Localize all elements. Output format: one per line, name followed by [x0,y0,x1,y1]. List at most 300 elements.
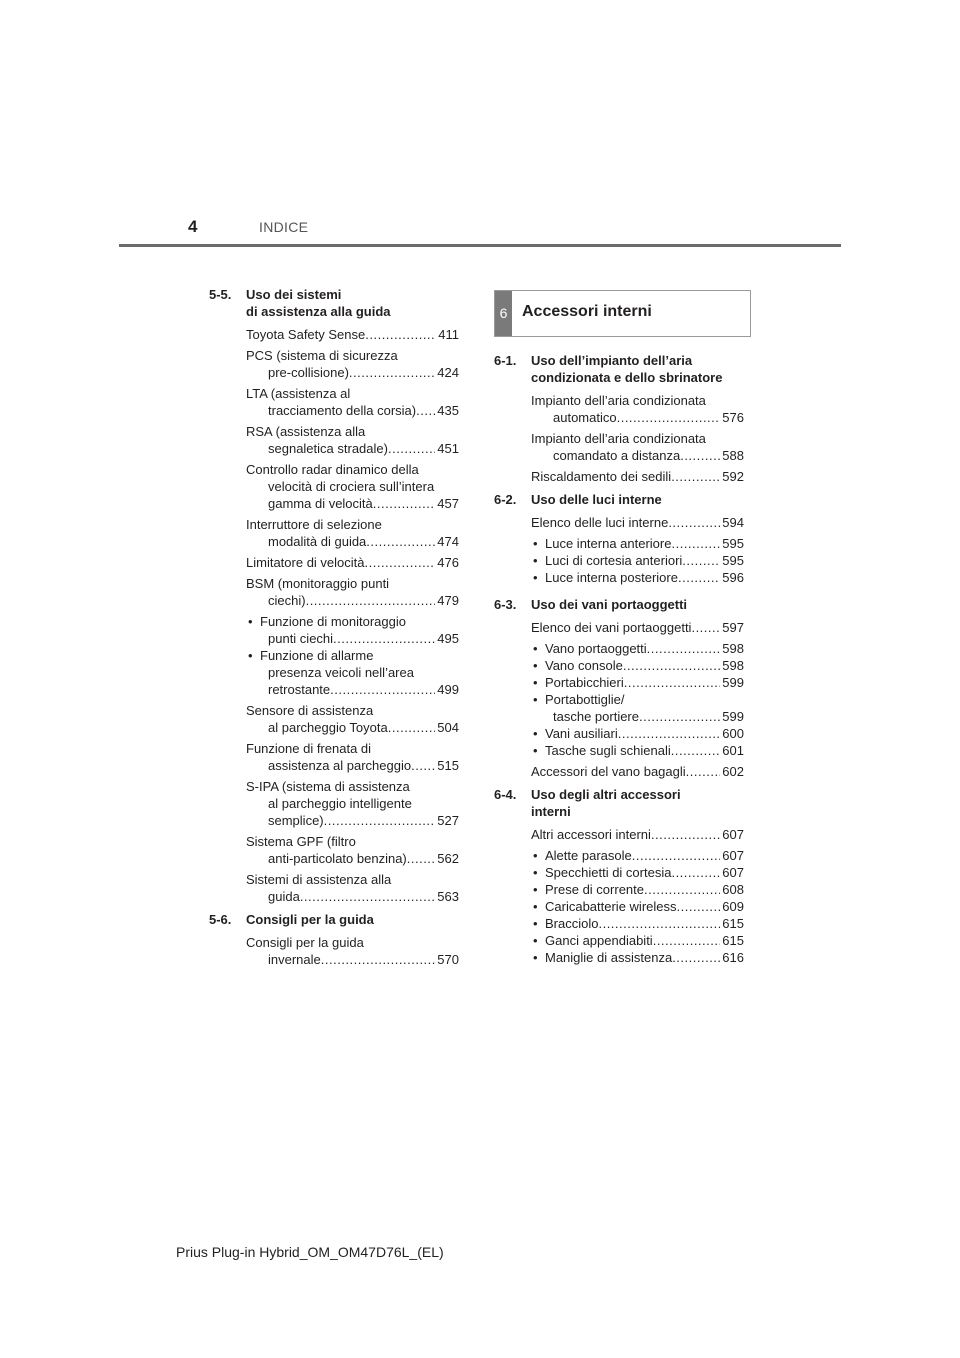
toc-entry [246,833,459,867]
header-divider [119,244,841,247]
entry-text-line: Limitatore di velocità [246,555,365,570]
section-heading-text [531,491,744,508]
toc-entry [531,826,744,843]
page-ref: 601 [722,743,744,758]
section-number: 5-5. [209,287,232,302]
toc-subentry-text [531,881,744,898]
page-ref: 515 [437,758,459,773]
toc-entry-text [246,461,459,512]
toc-subentry-text [531,949,744,966]
bullet-lines [545,847,744,864]
bullet-lines [545,949,744,966]
section-heading [494,786,744,820]
section-heading-line: interni [531,804,571,819]
entry-line: Sistema GPF (filtro [246,834,356,849]
toc-entry [531,514,744,531]
dot-leader [668,514,720,531]
section-entries [494,619,744,780]
page-ref: 616 [722,950,744,965]
section-heading [209,911,459,928]
toc-subentry [531,691,744,725]
dot-leader [365,554,436,571]
toc-section-6-3 [494,596,744,780]
page-ref: 607 [722,865,744,880]
toc-entry [246,575,459,609]
toc-entry-text [246,702,459,736]
toc-subentry [531,949,744,966]
dot-leader [407,850,436,867]
toc-subentry-text [531,535,744,552]
dot-leader [672,949,720,966]
bullet-lines [545,742,744,759]
bullet-line [545,932,744,949]
dot-leader [647,640,721,657]
section-entries [494,514,744,590]
section-heading-line: Consigli per la guida [246,912,374,927]
dot-leader [671,742,721,759]
section-heading-line: Uso delle luci interne [531,492,662,507]
entry-line: PCS (sistema di sicurezza [246,348,398,363]
dot-leader [306,592,436,609]
entry-line [246,850,459,867]
bullet-line [545,864,744,881]
toc-subentry-text [531,657,744,674]
entry-text-line: automatico [553,410,617,425]
dot-leader [623,657,720,674]
section-heading-text [531,786,744,820]
section-heading-line: Uso dei vani portaoggetti [531,597,688,612]
bullet-lines [545,881,744,898]
bullet-icon: • [533,916,538,931]
toc-subentry-text [531,932,744,949]
toc-entry [246,740,459,774]
page-ref: 495 [437,631,459,646]
entry-text-line: comandato a distanza [553,448,681,463]
toc-entry-text [531,619,744,636]
entry-line [246,364,459,381]
toc-entry-text [531,826,744,843]
dot-leader [373,495,436,512]
toc-entry [531,763,744,780]
page-ref: 595 [722,553,744,568]
bullet-icon: • [533,933,538,948]
toc-subentry-text [531,898,744,915]
entry-line: S-IPA (sistema di assistenza [246,779,410,794]
page-ref: 563 [437,889,459,904]
dot-leader [388,719,436,736]
entry-line [246,812,459,829]
entry-line [531,763,744,780]
entry-line [531,514,744,531]
section-heading [494,596,744,613]
page-ref: 435 [437,403,459,418]
toc-subentry [531,552,744,569]
section-entries [494,392,744,485]
entry-text-line: Elenco dei vani portaoggetti [531,620,692,635]
bullet-line [545,640,744,657]
entry-text-line: Luce interna anteriore [545,536,672,551]
bullet-line [545,847,744,864]
toc-section-6-1 [494,352,744,485]
dot-leader [651,826,720,843]
entry-line [246,592,459,609]
section-heading [494,491,744,508]
page-ref: 588 [722,448,744,463]
section-heading-line: Uso degli altri accessori [531,787,681,802]
bullet-line [545,898,744,915]
dot-leader [653,932,721,949]
section-heading-text [246,286,459,320]
page-number: 4 [188,217,198,236]
section-number: 5-6. [209,912,232,927]
dot-leader [598,915,720,932]
toc-subentry-text [531,569,744,586]
toc-subentry [246,613,459,647]
toc-subentry [531,847,744,864]
section-heading-text [246,911,459,928]
entry-line: Impianto dell’aria condizionata [531,393,706,408]
bullet-line [545,708,744,725]
entry-text-line: tracciamento della corsia) [268,403,417,418]
toc-subentry [531,725,744,742]
page-ref: 607 [722,827,744,842]
bullet-icon: • [533,899,538,914]
bullet-icon: • [533,641,538,656]
bullet-line [260,630,459,647]
section-title: INDICE [259,219,309,235]
entry-text-line: Ganci appendiabiti [545,933,653,948]
entry-line [531,619,744,636]
toc-subentry [531,674,744,691]
entry-text-line: al parcheggio Toyota [268,720,388,735]
toc-subentry [531,898,744,915]
dot-leader [678,569,720,586]
entry-text-line: Bracciolo [545,916,599,931]
dot-leader [388,440,435,457]
bullet-lines [545,932,744,949]
toc-entry [531,392,744,426]
page-ref: 576 [722,410,744,425]
bullet-icon: • [533,882,538,897]
toc-subentry-text [531,691,744,725]
entry-line [246,888,459,905]
entry-line: RSA (assistenza alla [246,424,366,439]
page-ref: 599 [722,675,744,690]
bullet-lines [260,613,459,647]
bullet-line [545,569,744,586]
page-ref: 592 [722,469,744,484]
bullet-line [545,949,744,966]
page-ref: 476 [437,555,459,570]
dot-leader [324,812,436,829]
toc-subentry-text [531,742,744,759]
dot-leader [686,763,721,780]
entry-line [531,447,744,464]
entry-text-line: tasche portiere [553,709,639,724]
page-ref: 424 [437,365,459,380]
section-heading-line: condizionata e dello sbrinatore [531,370,723,385]
page-ref: 562 [437,851,459,866]
toc-left-column [209,286,459,974]
page-ref: 599 [722,709,744,724]
page-ref: 594 [722,515,744,530]
entry-line [246,495,459,512]
bullet-lines [545,535,744,552]
entry-text-line: Altri accessori interni [531,827,651,842]
dot-leader [671,468,720,485]
bullet-line: presenza veicoli nell’area [268,665,414,680]
entry-line: LTA (assistenza al [246,386,351,401]
bullet-icon: • [533,675,538,690]
toc-entry-text [246,516,459,550]
entry-text-line: Caricabatterie wireless [545,899,677,914]
toc-entry-text [246,575,459,609]
entry-text-line: Luci di cortesia anteriori [545,553,683,568]
dot-leader [366,533,435,550]
section-heading-text [531,596,744,613]
bullet-lines [545,674,744,691]
toc-entry-text [246,833,459,867]
toc-entry [246,778,459,829]
toc-subentry [531,864,744,881]
toc-entry-text [246,423,459,457]
bullet-line: Funzione di monitoraggio [260,614,406,629]
bullet-line [545,657,744,674]
page-ref: 474 [437,534,459,549]
section-heading-line: Uso dei sistemi [246,287,342,302]
page-ref: 451 [437,441,459,456]
entry-text-line: Riscaldamento dei sedili [531,469,672,484]
toc-subentry [531,640,744,657]
section-number: 6-3. [494,597,517,612]
entry-line [531,468,744,485]
dot-leader [682,552,720,569]
toc-subentry-text [246,613,459,647]
toc-entry-text [531,392,744,426]
entry-text-line: punti ciechi [268,631,334,646]
entry-text-line: Vano portaoggetti [545,641,647,656]
entry-text-line: Specchietti di cortesia [545,865,672,880]
bullet-icon: • [533,553,538,568]
entry-line: Sistemi di assistenza alla [246,872,392,887]
page-ref: 600 [722,726,744,741]
bullet-line [545,881,744,898]
footer-document-id: Prius Plug-in Hybrid_OM_OM47D76L_(EL) [176,1244,444,1260]
toc-subentry [531,881,744,898]
entry-text-line: Alette parasole [545,848,632,863]
entry-text-line: Elenco delle luci interne [531,515,669,530]
dot-leader [416,402,435,419]
entry-line [531,409,744,426]
bullet-icon: • [533,726,538,741]
toc-section-5-5 [209,286,459,905]
page-ref: 607 [722,848,744,863]
page-ref: 411 [438,327,459,342]
page-ref: 504 [437,720,459,735]
bullet-lines [545,898,744,915]
toc-right-column [494,352,744,976]
entry-text-line: Vani ausiliari [545,726,618,741]
toc-subentry [246,647,459,698]
page-ref: 596 [722,570,744,585]
toc-entry [246,326,459,343]
dot-leader [321,951,436,968]
bullet-icon: • [533,692,538,707]
entry-line [246,440,459,457]
entry-text-line: retrostante [268,682,331,697]
bullet-icon: • [533,950,538,965]
entry-text-line: anti-particolato benzina) [268,851,407,866]
toc-entry [531,430,744,464]
page-ref: 598 [722,641,744,656]
bullet-icon: • [248,614,253,629]
page-ref: 608 [722,882,744,897]
entry-line [246,951,459,968]
page-ref: 602 [722,764,744,779]
dot-leader [691,619,720,636]
bullet-icon: • [533,848,538,863]
bullet-line [545,742,744,759]
page-ref: 598 [722,658,744,673]
toc-entry-text [531,763,744,780]
toc-entry-text [246,347,459,381]
dot-leader [639,708,720,725]
entry-text-line: guida [268,889,300,904]
bullet-icon: • [533,536,538,551]
section-heading [209,286,459,320]
entry-line: velocità di crociera sull’intera [268,479,435,494]
toc-entry [531,619,744,636]
bullet-lines [260,647,459,698]
bullet-lines [545,691,744,725]
bullet-lines [545,725,744,742]
toc-entry [531,468,744,485]
toc-section-6-4 [494,786,744,970]
toc-entry [246,871,459,905]
toc-entry-text [531,468,744,485]
entry-text-line: invernale [268,952,321,967]
spacer [531,586,744,590]
bullet-line [545,535,744,552]
toc-entry [246,347,459,381]
section-heading-text [531,352,744,386]
bullet-lines [545,569,744,586]
toc-entry [246,934,459,968]
entry-line [246,326,459,343]
entry-line: Consigli per la guida [246,935,364,950]
toc-entry-text [531,430,744,464]
chapter-number-tab: 6 [495,291,512,336]
page-ref: 595 [722,536,744,551]
toc-subentry-text [531,915,744,932]
section-entries [209,934,459,968]
entry-line [246,719,459,736]
toc-entry [246,516,459,550]
toc-subentry-text [531,725,744,742]
entry-text-line: Maniglie di assistenza [545,950,673,965]
toc-subentry [531,569,744,586]
dot-leader [330,681,435,698]
entry-text-line: segnaletica stradale) [268,441,388,456]
toc-entry-text [531,514,744,531]
toc-entry [246,554,459,571]
section-entries [494,826,744,970]
page-ref: 609 [722,899,744,914]
toc-subentry-text [531,674,744,691]
entry-line [246,757,459,774]
bullet-lines [545,657,744,674]
section-number: 6-1. [494,353,517,368]
bullet-icon: • [533,865,538,880]
entry-text-line: ciechi) [268,593,306,608]
chapter-title: Accessori interni [522,303,652,320]
bullet-line [545,725,744,742]
toc-subentry [531,742,744,759]
page-ref: 570 [437,952,459,967]
bullet-lines [545,552,744,569]
toc-entry-text [246,740,459,774]
page-ref: 479 [437,593,459,608]
entry-text-line: Portabicchieri [545,675,624,690]
toc-subentry [531,932,744,949]
entry-text-line: Accessori del vano bagagli [531,764,686,779]
toc-entry [246,423,459,457]
entry-line [531,826,744,843]
toc-section-5-6 [209,911,459,968]
dot-leader [671,864,720,881]
bullet-lines [545,864,744,881]
page-ref: 615 [722,916,744,931]
page-ref: 527 [437,813,459,828]
dot-leader [618,725,721,742]
entry-line: Funzione di frenata di [246,741,372,756]
toc-entry [246,702,459,736]
entry-text-line: Luce interna posteriore [545,570,678,585]
bullet-icon: • [248,648,253,663]
bullet-line: Portabottiglie/ [545,692,625,707]
bullet-lines [545,915,744,932]
toc-entry-text [246,326,459,343]
bullet-line [545,915,744,932]
section-entries [209,326,459,905]
toc-subentry-text [531,552,744,569]
entry-text-line: Tasche sugli schienali [545,743,671,758]
entry-text-line: semplice) [268,813,324,828]
dot-leader [333,630,435,647]
toc-entry-text [246,385,459,419]
toc-entry-text [246,778,459,829]
entry-line: Sensore di assistenza [246,703,374,718]
section-number: 6-2. [494,492,517,507]
section-heading [494,352,744,386]
entry-text-line: gamma di velocità [268,496,373,511]
bullet-icon: • [533,743,538,758]
entry-line [246,554,459,571]
dot-leader [349,364,435,381]
section-heading-line: di assistenza alla guida [246,304,391,319]
page-ref: 457 [437,496,459,511]
dot-leader [411,757,435,774]
dot-leader [365,326,436,343]
bullet-icon: • [533,570,538,585]
entry-text-line: pre-collisione) [268,365,349,380]
toc-section-6-2 [494,491,744,590]
bullet-line [545,552,744,569]
dot-leader [624,674,721,691]
chapter-header [494,290,751,337]
entry-text-line: modalità di guida [268,534,367,549]
toc-subentry-text [531,640,744,657]
